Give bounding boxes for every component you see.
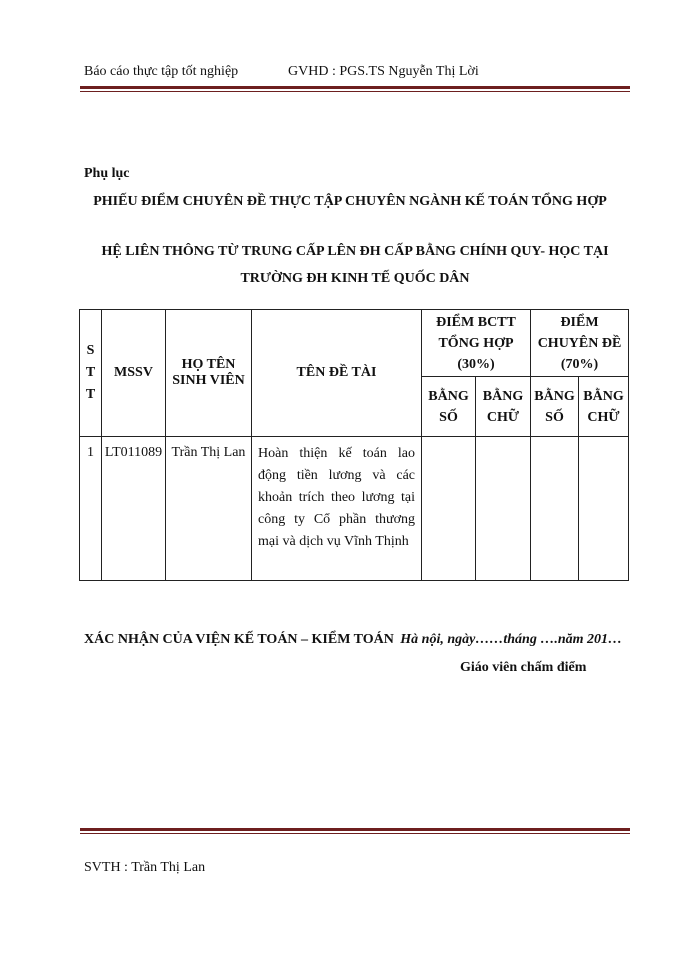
form-subtitle: HỆ LIÊN THÔNG TỪ TRUNG CẤP LÊN ĐH CẤP BẰNG CHÍNH QUY- HỌC TẠI TRƯỜNG ĐH KINH TẾ QUỐC DÂN — [101, 244, 609, 286]
cell-bctt-words — [476, 437, 531, 581]
header-chuyende-score: ĐIỂM CHUYÊN ĐỀ (70%) — [531, 310, 629, 377]
cell-bctt-numeric — [422, 437, 476, 581]
appendix-label: Phụ lục — [84, 166, 130, 181]
student-footer: SVTH : Trần Thị Lan — [84, 860, 206, 875]
header-student-name: HỌ TÊN SINH VIÊN — [166, 310, 252, 437]
header-stt: S T T — [80, 310, 102, 437]
grade-table — [79, 309, 629, 581]
institute-confirmation: XÁC NHẬN CỦA VIỆN KẾ TOÁN – KIỂM TOÁN — [84, 632, 394, 647]
header-bctt-score: ĐIỂM BCTT TỔNG HỢP (30%) — [422, 310, 531, 377]
header-bctt-words: BẰNG CHỮ — [476, 377, 531, 437]
cell-stt: 1 — [80, 437, 102, 581]
grader-label: Giáo viên chấm điểm — [460, 660, 587, 675]
header-cd-words: BẰNG CHỮ — [579, 377, 629, 437]
report-title: Báo cáo thực tập tốt nghiệp — [84, 64, 239, 79]
cell-student-name: Trần Thị Lan — [166, 437, 252, 581]
header-mssv: MSSV — [102, 310, 166, 437]
table-row — [80, 437, 629, 581]
header-divider — [80, 86, 630, 92]
footer-divider — [80, 828, 630, 834]
cell-cd-words — [579, 437, 629, 581]
cell-mssv: LT011089 — [102, 437, 166, 581]
cell-cd-numeric — [531, 437, 579, 581]
header-topic: TÊN ĐỀ TÀI — [252, 310, 422, 437]
date-line: Hà nội, ngày……tháng ….năm 201… — [400, 632, 622, 647]
table-header-row — [80, 310, 629, 377]
header-bctt-numeric: BẰNG SỐ — [422, 377, 476, 437]
header-cd-numeric: BẰNG SỐ — [531, 377, 579, 437]
form-title: PHIẾU ĐIỂM CHUYÊN ĐỀ THỰC TẬP CHUYÊN NGÀNH KẾ TOÁN TỔNG HỢP — [93, 194, 607, 209]
cell-topic: Hoàn thiện kế toán lao động tiền lương và các khoản trích theo lương tại công ty Cổ phần thương mại và dịch vụ Vĩnh Thịnh — [252, 437, 422, 581]
advisor-name: GVHD : PGS.TS Nguyễn Thị Lời — [288, 64, 479, 79]
